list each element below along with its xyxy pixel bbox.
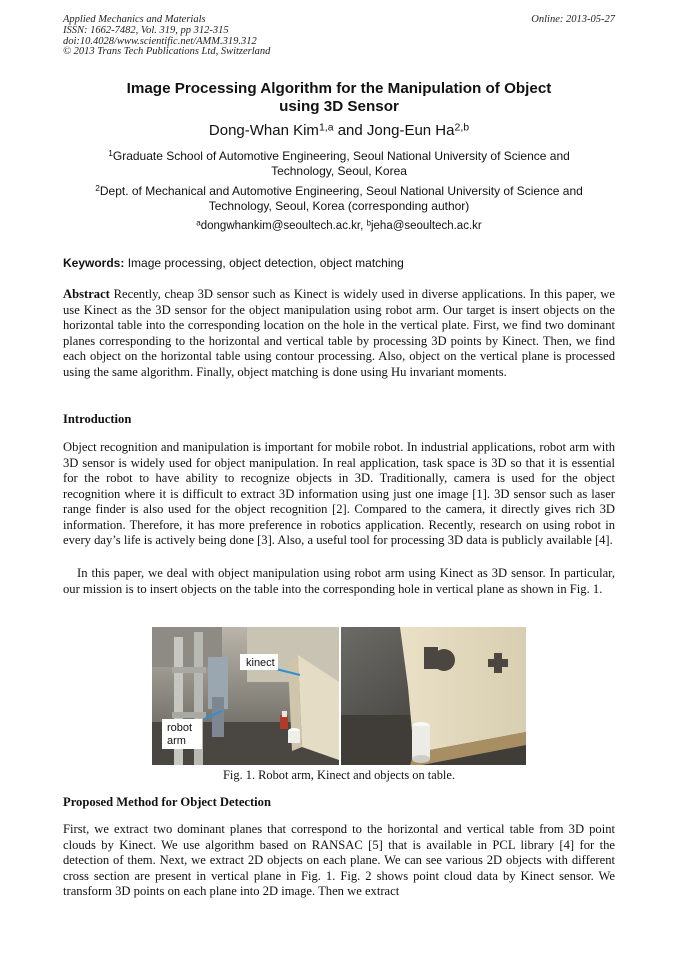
author-1-sup: 1,a [318,121,334,134]
journal-name: Applied Mechanics and Materials [63,14,206,25]
email-b: jeha@seoultech.ac.kr [370,220,482,232]
introduction-paragraph-1: Object recognition and manipulation is important for mobile robot. In industrial applications, robot arm with 3D sensor is widely used for object manipulation. In real application, task space is 3D so that it is essential for the robot to have ability to recognize objects in 3D. Traditionally, camera is used for the object recognition where it is difficult to extract 3D information using just one image [1]. 3D sensor such as laser range finder is also used for the object recognition [2]. Compared to the camera, it directly gives rich 3D information. Therefore, it has more preference in robotics application. Recently, research on using robot in every day’s life is actively being done [3]. Also, a useful tool for processing 3D data is publicly available [4]. [63,440,615,547]
introduction-paragraph-2: In this paper, we deal with object manipulation using robot arm using Kinect as 3D sensor. In particular, our mission is to insert objects on the table into the corresponding hole in vertical plane as shown in Fig. 1. [63,566,615,596]
affiliation-2-line-2: Technology, Seoul, Korea (corresponding author) [208,199,470,213]
journal-doi: doi:10.4028/www.scientific.net/AMM.319.312 [63,35,257,47]
email-b-sup: b [366,218,371,228]
keywords [63,256,615,271]
figure-1-photos [152,627,526,765]
author-1: Dong-Whan Kim [208,122,319,139]
keywords-text: Image processing, object detection, object matching [124,256,404,270]
photo-robot-arm [152,627,339,765]
online-date: Online: 2013-05-27 [531,14,615,25]
author-conjunction: and [333,122,367,139]
keywords-label: Keywords: [63,256,125,270]
journal-issn: ISSN: 1662-7482, Vol. 319, pp 312-315 [63,24,229,36]
author-2: Jong-Eun Ha [366,122,455,139]
affiliation-2 [63,184,615,214]
method-heading: Proposed Method for Object Detection [63,795,271,809]
journal-info [63,15,270,58]
journal-copyright: © 2013 Trans Tech Publications Ltd, Switzerland [63,46,271,58]
title-line-1: Image Processing Algorithm for the Manipulation of Object [126,80,552,97]
author-2-sup: 2,b [454,121,470,134]
abstract-label: Abstract [63,287,110,301]
affiliation-1-line-2: Technology, Seoul, Korea [271,164,407,178]
affiliation-1 [63,149,615,179]
figure-1-caption: Fig. 1. Robot arm, Kinect and objects on table. [223,768,455,782]
introduction-heading: Introduction [63,412,132,426]
email-a-sup: a [196,218,201,228]
abstract-text: Recently, cheap 3D sensor such as Kinect is widely used in diverse applications. In this paper, we use Kinect as the 3D sensor for the object manipulation using robot arm. Our target is insert objects on the horizontal table into the corresponding location on the hole in the vertical plate. First, we find two dominant planes corresponding to the horizontal and vertical table by processing 3D points by Kinect. Then, we find each object on the horizontal table using contour processing. Also, object on the vertical plane is processed using the same algorithm. Finally, object matching is done using Hu invariant moments. [63,287,615,379]
photo-objects-on-table [341,627,526,765]
label-arm: arm [167,735,186,747]
author-list [63,122,615,140]
abstract [63,287,615,380]
email-a: dongwhankim@seoultech.ac.kr, [200,220,367,232]
affiliation-1-sup: 1 [108,148,113,159]
title-line-2: using 3D Sensor [279,98,399,115]
affiliation-2-sup: 2 [95,183,100,194]
affiliation-2-line-1: Dept. of Mechanical and Automotive Engineering, Seoul National University of Science and [99,184,583,198]
label-robot: robot [167,722,193,734]
label-kinect: kinect [246,657,275,669]
figure-1 [152,627,526,765]
affiliation-1-line-1: Graduate School of Automotive Engineering, Seoul National University of Science and [112,149,570,163]
method-paragraph-1: First, we extract two dominant planes that correspond to the horizontal and vertical table from 3D point clouds by Kinect. We use algorithm based on RANSAC [5] that is available in PCL library [4] for the detection of them. Next, we extract 2D objects on each plane. We can see various 2D objects with different cross section are present in vertical plane in Fig. 1. Fig. 2 shows point cloud data by Kinect sensor. We transform 3D points on each plane into 2D image. Then we extract [63,822,615,898]
paper-title [63,80,615,116]
author-emails [63,219,615,234]
